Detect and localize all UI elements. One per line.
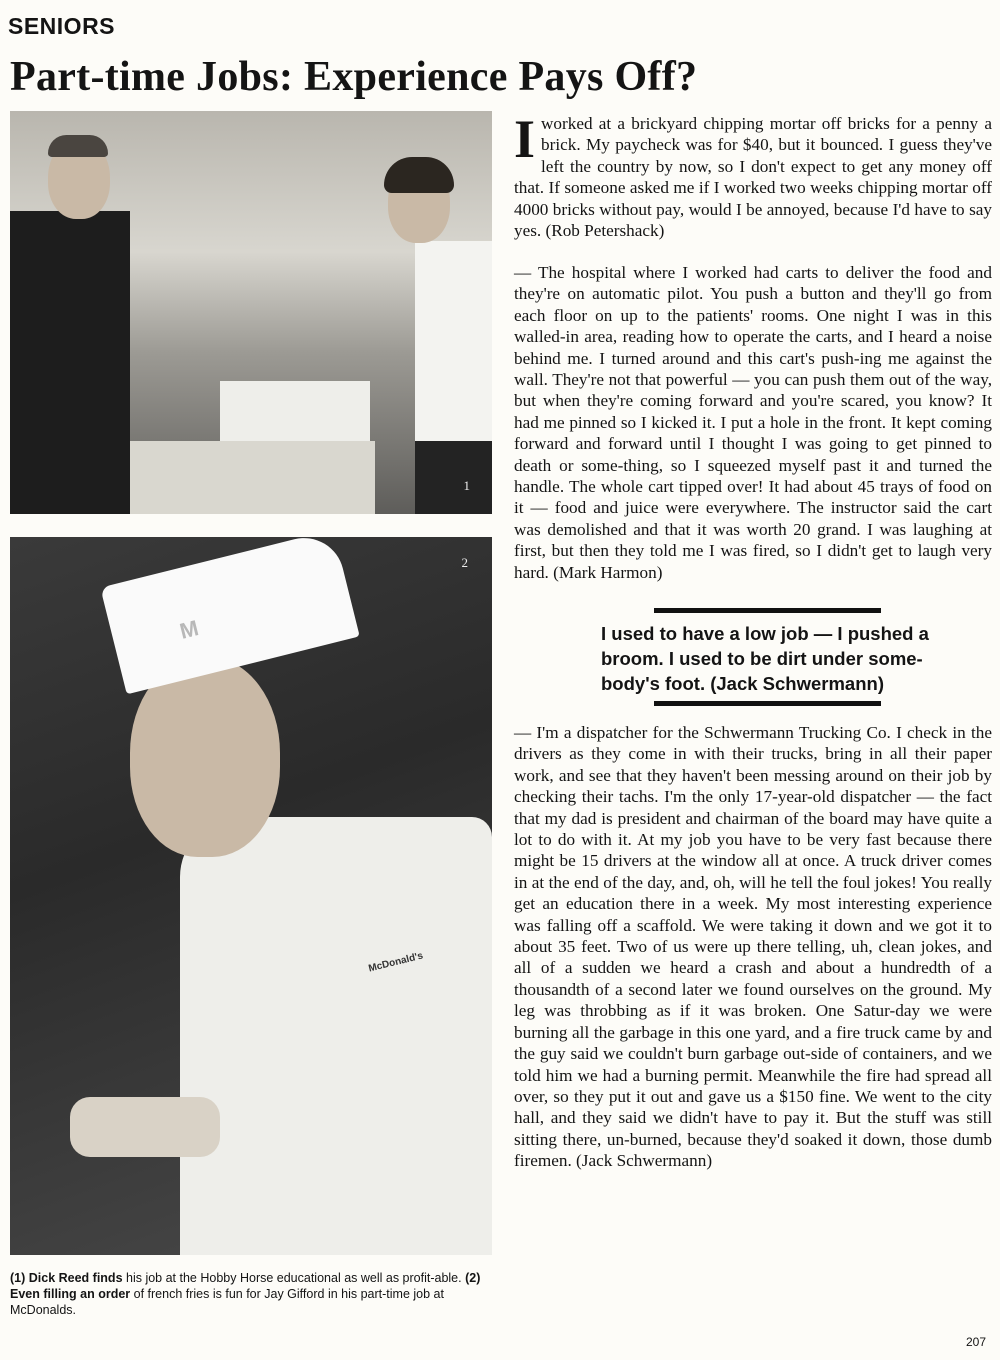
story-rob-petershack: Iworked at a brickyard chipping mortar off bricks for a penny a brick. My paycheck was for $40, but it bounced. I guess they've left the country by now, so I don't expect to get any money off that. If someone asked me if I worked two weeks chipping mortar off 4000 bricks without pay, would I be annoyed, because I'd have to say yes. (Rob Petershack) (514, 109, 992, 241)
figure-number-2: 2 (461, 555, 468, 570)
story-mark-harmon: — The hospital where I worked had carts to deliver the food and they're on automatic pilot. You push a button and they'll go from each floor on up to the patients' rooms. One night I was in this walled-in area, reading how to operate the carts, and I heard a noise behind me. I turned around and this cart's push-ing me against the wall. They're not that powerful — you can push them out of the way, but when they're coming forward and you're scared, you know? It had me pinned so I kicked it. I put a hole in the front. It kept coming forward and forward until I thought I was going to get pinned to death or some-thing, so I squeezed myself past it and turned the handle. The whole cart tipped over! It had about 45 trays of food on it — food and juice were everywhere. The instructor said the cart was demolished and that it was worth 20 grand. I was laughing at first, but then they told me I was fired, so I didn't get to laugh very hard. (Mark Harmon) (514, 263, 992, 582)
hat-logo: M (177, 615, 201, 644)
photo-caption: (1) Dick Reed finds his job at the Hobby Horse educational as well as profit-able. (2) Even filling an order of french fries is fun for Jay Gifford in his part-time job at McDonalds. (10, 1271, 481, 1317)
photo-hobby-horse (10, 111, 492, 514)
pull-quote-bottom-rule (654, 701, 881, 706)
pull-quote-top-rule (654, 608, 881, 613)
pull-quote: I used to have a low job — I pushed a broom. I used to be dirt under some-body's foot. (Jack Schwermann) (601, 623, 929, 694)
figure-number-1: 1 (463, 478, 470, 493)
drop-cap: I (514, 109, 536, 169)
section-label: SENIORS (8, 13, 116, 39)
page-title: Part-time Jobs: Experience Pays Off? (10, 54, 698, 100)
mcdonalds-badge: McDonald's (367, 950, 425, 975)
story-jack-schwermann: — I'm a dispatcher for the Schwermann Trucking Co. I check in the drivers as they come in with their trucks, bring in all their paper work, and see that they haven't been messing around on their job by checking their tachs. I'm the only 17-year-old dispatcher — the fact that my dad is president and chairman of the board may have quite a lot to do with it. At my job you have to be very fast because there might be 15 drivers at the window all at once. A truck driver comes in at the end of the day, and, oh, will he tell the foul jokes! You really get an education there in a week. My most interesting experience was falling off a scaffold. We were taking it down and we got it to about 35 feet. Two of us were up there telling, uh, clean jokes, and all of a sudden we heard a crash and about a hundredth of a thousandth of a second later we found ourselves on the ground. My leg was throbbing as if it was broken. One Satur-day we were burning all the garbage in this one yard, and a fire truck came by and the guy said we couldn't burn garbage out-side of containers, and we told him we had a burning permit. Meanwhile the fire had spread all over, so they put it out and gave us a $150 fine. We went to the city hall, and they said we didn't have to pay it. But the stuff was still sitting there, un-burned, because they'd soaked it down, those dumb firemen. (Jack Schwermann) (514, 723, 992, 1171)
photo-mcdonalds (10, 537, 492, 1255)
page-number: 207 (965, 1335, 986, 1349)
